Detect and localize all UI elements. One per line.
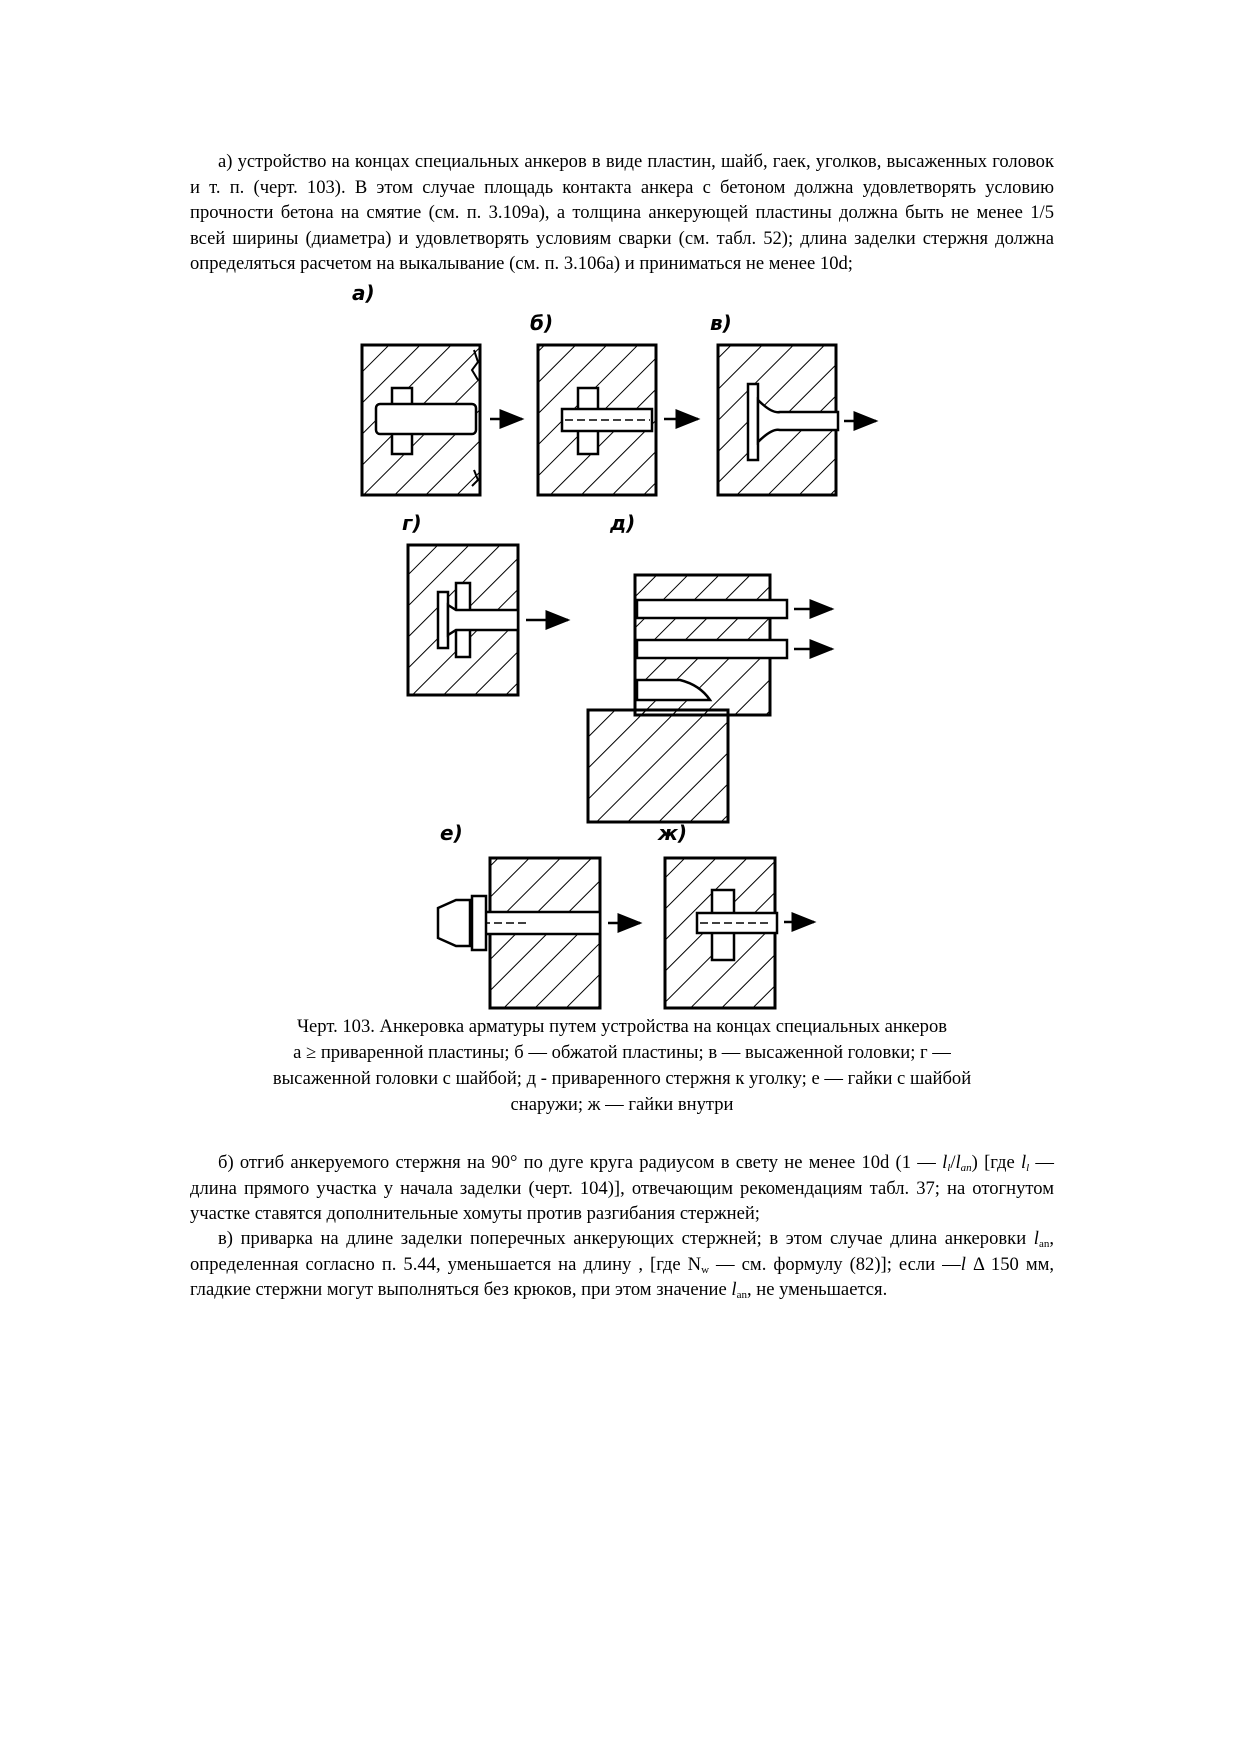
fig-b — [530, 311, 698, 495]
caption-line-4: снаружи; ж — гайки внутри — [510, 1094, 734, 1115]
fig-label-b: б) — [530, 311, 554, 335]
fig-d — [588, 511, 832, 822]
paragraph-a — [190, 149, 1054, 277]
fig-label-a: а) — [352, 281, 375, 305]
figure-caption — [190, 1014, 1054, 1118]
fig-label-d: д) — [610, 511, 636, 535]
paragraph-v: в) приварка на длине заделки поперечных анкерующих стержней; в этом случае длина анкеровки $l_{an}$, определенная согласно п. 5.44, уменьшается на длину , [где $N_w$ — см. формулу (82)]; если —l Δ 150 мм, гладкие стержни могут выполняться без крюков, при этом значение $l_{an}$, не уменьшается. — [190, 1228, 1054, 1301]
caption-line-3: высаженной головки с шайбой; д - приваренного стержня к уголку; е — гайки с шайбой — [272, 1068, 972, 1089]
fig-label-e: е) — [440, 821, 463, 845]
paragraph-b: б) отгиб анкеруемого стержня на 90° по дуге круга радиусом в свету не менее 10d (1 — $l_l/l_{an}$) [где $l_l$ — длина прямого участка у начала заделки (черт. 104)], отвечающим рекомендациям табл. 37; на отогнутом участке ставятся дополнительные хомуты против разгибания стержней; — [190, 1152, 1054, 1224]
fig-g — [402, 511, 568, 695]
paragraph-a-text: а) устройство на концах специальных анкеров в виде пластин, шайб, гаек, уголков, высаженных головок и т. п. (черт. 103). В этом случае площадь контакта анкера с бетоном должна удовлетворять условию прочности бетона на смятие (см. п. 3.109а), а толщина анкерующей пластины должна быть не менее 1/5 всей ширины (диаметра) и удовлетворять условиям сварки (см. табл. 52); длина заделки стержня должна определяться расчетом на выкалывание (см. п. 3.106а) и приниматься не менее 10d; — [190, 151, 1054, 274]
fig-label-v: в) — [710, 311, 732, 335]
caption-line-1: Черт. 103. Анкеровка арматуры путем устройства на концах специальных анкеров — [296, 1016, 948, 1037]
fig-label-zh: ж) — [658, 821, 688, 845]
fig-label-g: г) — [402, 511, 422, 535]
fig-zh — [657, 821, 814, 1008]
caption-line-2: а ≥ приваренной пластины; б — обжатой пластины; в — высаженной головки; г — — [293, 1042, 951, 1063]
fig-v — [710, 311, 876, 495]
figure-103 — [340, 281, 940, 1020]
fig-a — [352, 281, 522, 495]
fig-e — [438, 821, 640, 1008]
